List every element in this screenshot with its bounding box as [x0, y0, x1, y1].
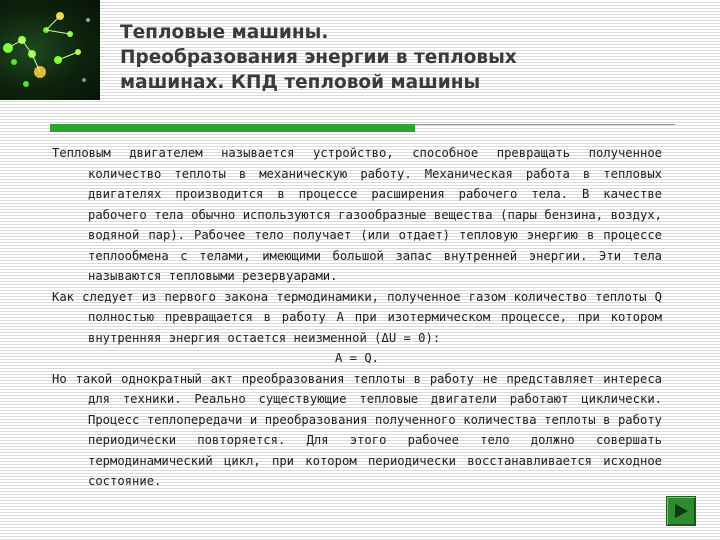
paragraph: Как следует из первого закона термодинамики, полученное газом количество теплоты Q полностью превращается в работу A при изотермическом процессе, при котором внутренняя энергия остается неизменной (ΔU = 0):	[52, 289, 662, 345]
title-accent-bar	[50, 124, 415, 132]
formula: A = Q.	[334, 351, 380, 365]
next-slide-button[interactable]	[666, 496, 696, 526]
title-line: Тепловые машины.	[120, 22, 329, 43]
title-line: Преобразования энергии в тепловых	[120, 47, 517, 68]
paragraph: Тепловым двигателем называется устройство, способное превращать полученное количество теплоты в механическую работу. Механическая работа в тепловых двигателях производится в процессе расширения рабочего тела. В качестве рабочего тела обычно используются газообразные вещества (пары бензина, воздух, водяной пар). Рабочее тело получает (или отдает) тепловую энергию в процессе теплообмена с телами, имеющими большой запас внутренней энергии. Эти тела называются тепловыми резервуарами.	[52, 146, 662, 283]
title-line: машинах. КПД тепловой машины	[120, 72, 481, 93]
slide-title	[120, 20, 680, 95]
molecule-decoration-icon	[0, 0, 100, 100]
next-slide-icon	[667, 497, 695, 525]
paragraph: Но такой однократный акт преобразования теплоты в работу не представляет интереса для техники. Реально существующие тепловые двигатели работают циклически. Процесс теплопередачи и преобразования полученного количества теплоты в работу периодически повторяется. Для этого рабочее тело должно совершать термодинамический цикл, при котором периодически восстанавливается исходное состояние.	[52, 371, 662, 488]
slide-body	[52, 143, 662, 492]
